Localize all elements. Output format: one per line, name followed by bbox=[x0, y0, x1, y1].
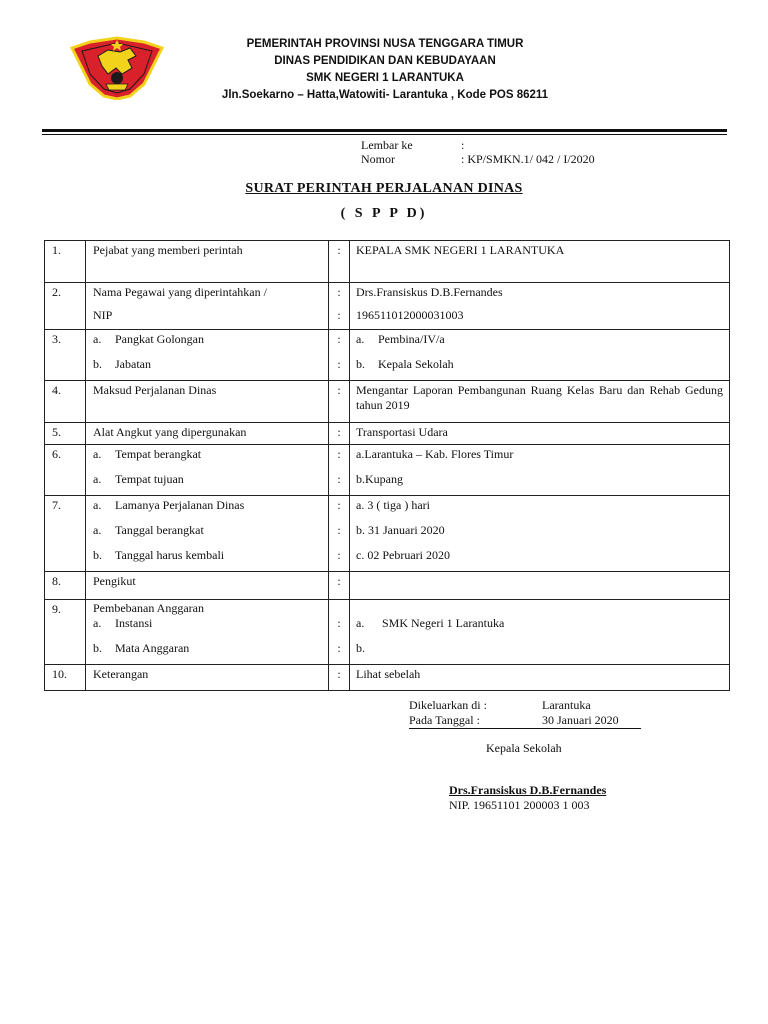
sub-key: a. bbox=[93, 523, 102, 537]
table-row bbox=[45, 241, 730, 283]
table-row bbox=[45, 496, 730, 572]
row-number: 5. bbox=[45, 423, 86, 445]
row-colon: : bbox=[337, 308, 341, 322]
letterhead-text bbox=[150, 36, 620, 104]
row-colon: : bbox=[337, 548, 341, 562]
row-label: Maksud Perjalanan Dinas bbox=[93, 383, 217, 397]
letterhead-rule-thin bbox=[42, 134, 727, 135]
sub-key: b. bbox=[93, 357, 102, 371]
sub-key: a. bbox=[93, 616, 102, 630]
lembar-value: : bbox=[461, 138, 465, 152]
sub-key: a. bbox=[356, 616, 365, 630]
table-row bbox=[45, 445, 730, 496]
sub-value: SMK Negeri 1 Larantuka bbox=[382, 616, 505, 630]
row-colon: : bbox=[337, 243, 341, 257]
sub-value: b.Kupang bbox=[356, 472, 403, 486]
sub-label: Tanggal harus kembali bbox=[115, 548, 225, 562]
sub-label: Jabatan bbox=[115, 357, 151, 371]
letterhead-school: SMK NEGERI 1 LARANTUKA bbox=[306, 72, 464, 84]
row-label: Pejabat yang memberi perintah bbox=[93, 243, 243, 257]
letterhead-rule-thick bbox=[42, 129, 727, 132]
row-colon: : bbox=[337, 523, 341, 537]
row-value: KEPALA SMK NEGERI 1 LARANTUKA bbox=[356, 243, 565, 257]
row-value: Lihat sebelah bbox=[356, 667, 421, 681]
row-value: Transportasi Udara bbox=[356, 425, 448, 439]
sub-key: b. bbox=[356, 357, 365, 371]
issue-info bbox=[409, 698, 641, 729]
row-label: Nama Pegawai yang diperintahkan / bbox=[93, 285, 267, 299]
row-number: 10. bbox=[45, 665, 86, 691]
row-label: Pengikut bbox=[93, 574, 136, 588]
sub-label: Lamanya Perjalanan Dinas bbox=[115, 498, 245, 512]
signer-name: Drs.Fransiskus D.B.Fernandes bbox=[449, 783, 607, 797]
lembar-label: Lembar ke bbox=[361, 138, 413, 152]
letterhead-address: Jln.Soekarno – Hatta,Watowiti- Larantuka , Kode POS 86211 bbox=[221, 89, 549, 101]
table-row bbox=[45, 572, 730, 600]
sub-value: Kepala Sekolah bbox=[378, 357, 454, 371]
signer-nip: NIP. 19651101 200003 1 003 bbox=[449, 798, 590, 812]
signer-position: Kepala Sekolah bbox=[486, 741, 562, 755]
sub-key: a. bbox=[93, 498, 102, 512]
table-row bbox=[45, 283, 730, 330]
row-colon: : bbox=[337, 447, 341, 461]
sub-key: b. bbox=[93, 641, 102, 655]
row-label: Alat Angkut yang dipergunakan bbox=[93, 425, 247, 439]
sub-value: a.Larantuka – Kab. Flores Timur bbox=[356, 447, 514, 461]
issued-label: Dikeluarkan di : bbox=[409, 698, 487, 712]
sub-label: Tempat berangkat bbox=[115, 447, 202, 461]
row-number: 4. bbox=[45, 381, 86, 423]
letterhead bbox=[0, 0, 768, 140]
row-number: 7. bbox=[45, 496, 86, 572]
sub-key: a. bbox=[93, 332, 102, 346]
sub-key: a. bbox=[93, 447, 102, 461]
row-value bbox=[356, 572, 723, 595]
table-row bbox=[45, 381, 730, 423]
row-colon: : bbox=[337, 332, 341, 346]
document-title: SURAT PERINTAH PERJALANAN DINAS bbox=[245, 181, 523, 196]
letterhead-government: PEMERINTAH PROVINSI NUSA TENGGARA TIMUR bbox=[246, 38, 524, 50]
sppd-table bbox=[44, 240, 730, 691]
letterhead-department: DINAS PENDIDIKAN DAN KEBUDAYAAN bbox=[274, 55, 496, 67]
row-colon: : bbox=[337, 641, 341, 655]
sub-value: b. 31 Januari 2020 bbox=[356, 523, 445, 537]
row-value: Drs.Fransiskus D.B.Fernandes bbox=[356, 285, 503, 299]
row-heading: Pembebanan Anggaran bbox=[93, 601, 204, 615]
sub-key: a. bbox=[93, 472, 102, 486]
row-colon: : bbox=[337, 616, 341, 630]
nomor-value: : KP/SMKN.1/ 042 / I/2020 bbox=[461, 152, 595, 166]
sub-label: Tempat tujuan bbox=[115, 472, 184, 486]
sub-key: a. bbox=[356, 332, 365, 346]
row-label: NIP bbox=[93, 308, 113, 322]
sub-key: b. bbox=[356, 641, 365, 655]
row-number: 3. bbox=[45, 330, 86, 381]
sub-value: Pembina/IV/a bbox=[378, 332, 445, 346]
row-value: Mengantar Laporan Pembangunan Ruang Kelas Baru dan Rehab Gedung tahun 2019 bbox=[356, 383, 723, 412]
date-label: Pada Tanggal : bbox=[409, 713, 480, 727]
sub-key: b. bbox=[93, 548, 102, 562]
sub-label: Mata Anggaran bbox=[115, 641, 190, 655]
row-label: Keterangan bbox=[93, 667, 149, 681]
row-colon: : bbox=[337, 383, 341, 397]
row-number: 8. bbox=[45, 572, 86, 600]
row-colon: : bbox=[337, 574, 341, 588]
row-number: 6. bbox=[45, 445, 86, 496]
table-row bbox=[45, 423, 730, 445]
row-value: 196511012000031003 bbox=[356, 308, 464, 322]
sub-value: a. 3 ( tiga ) hari bbox=[356, 498, 430, 512]
row-number: 1. bbox=[45, 241, 86, 283]
document-abbreviation: ( S P P D) bbox=[340, 206, 428, 221]
table-row bbox=[45, 330, 730, 381]
table-row bbox=[45, 665, 730, 691]
row-colon: : bbox=[337, 285, 341, 299]
sub-value: c. 02 Pebruari 2020 bbox=[356, 548, 450, 562]
document-meta bbox=[361, 138, 595, 166]
row-number: 9. bbox=[45, 600, 86, 665]
row-colon: : bbox=[337, 357, 341, 371]
date-value: 30 Januari 2020 bbox=[542, 713, 619, 727]
row-colon: : bbox=[337, 498, 341, 512]
issued-value: Larantuka bbox=[542, 698, 591, 712]
sub-label: Pangkat Golongan bbox=[115, 332, 204, 346]
sub-label: Tanggal berangkat bbox=[115, 523, 204, 537]
sub-label: Instansi bbox=[115, 616, 153, 630]
nomor-label: Nomor bbox=[361, 152, 395, 166]
row-colon: : bbox=[337, 425, 341, 439]
table-row bbox=[45, 600, 730, 665]
row-colon: : bbox=[337, 667, 341, 681]
row-number: 2. bbox=[45, 283, 86, 330]
row-colon: : bbox=[337, 472, 341, 486]
